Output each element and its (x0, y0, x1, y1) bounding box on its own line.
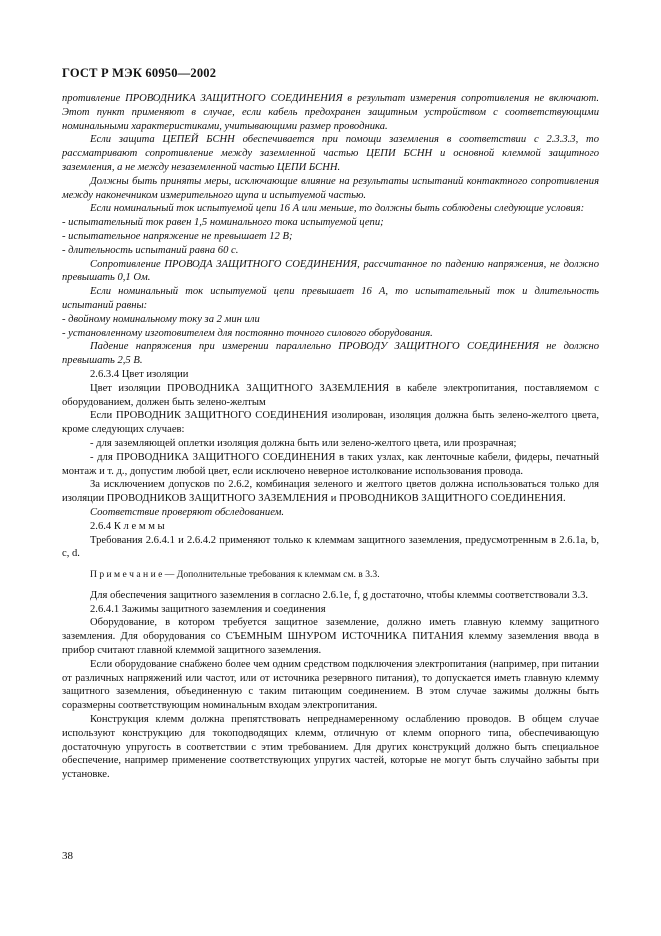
paragraph: - установленному изготовителем для постоянно точного силового оборудования. (62, 327, 433, 339)
paragraph: Оборудование, в котором требуется защитное заземление, должно иметь главную клемму защитного заземления. Для оборудования со СЪЕМНЫМ ШНУРОМ ИСТОЧНИКА ПИТАНИЯ клемму заземления ввода в прибор считают главной клеммой защитного заземления. (62, 617, 599, 657)
paragraph: Требования 2.6.4.1 и 2.6.4.2 применяют только к клеммам защитного заземления, предусмотренным в 2.6.1a, b, c, d. (62, 534, 599, 560)
document-header: ГОСТ Р МЭК 60950—2002 (62, 66, 217, 80)
paragraph: - для ПРОВОДНИКА ЗАЩИТНОГО СОЕДИНЕНИЯ в таких узлах, как ленточные кабели, фидеры, печатный монтаж и т. д., допустим любой цвет, если исключено неверное истолкование использования провода. (62, 451, 599, 477)
paragraph: Падение напряжения при измерении параллельно ПРОВОДУ ЗАЩИТНОГО СОЕДИНЕНИЯ не должно превышать 2,5 В. (62, 341, 599, 367)
paragraph: Если номинальный ток испытуемой цепи 16 А или меньше, то должны быть соблюдены следующие условия: (90, 203, 585, 215)
paragraph: За исключением допусков по 2.6.2, комбинация зеленого и желтого цветов должна использоваться только для изоляции ПРОВОДНИКОВ ЗАЩИТНОГО ЗАЗЕМЛЕНИЯ и ПРОВОДНИКОВ ЗАЩИТНОГО СОЕДИНЕНИЯ. (62, 479, 599, 505)
page-body (62, 92, 599, 782)
paragraph: Конструкция клемм должна препятствовать непреднамеренному ослаблению проводов. В общем случае используют конструкцию для токоподводящих клемм, отличную от клемм опорного типа, обеспечивающую достаточную упругость в соответствии с этим требованием. Для других конструкций должно быть специальное обеспечение, например применение соответствующих упругих частей, которые не могут быть случайно забыты при установке. (62, 714, 599, 781)
page-number: 38 (62, 850, 73, 862)
paragraph: - длительность испытаний равна 60 с. (62, 244, 239, 256)
paragraph: противление ПРОВОДНИКА ЗАЩИТНОГО СОЕДИНЕНИЯ в результат измерения сопротивления не включают. Этот пункт применяют в случае, если кабель предохранен защитным устройством с соответствующими номинальными характеристиками, учитывающими размер проводника. (62, 93, 599, 132)
paragraph: Для обеспечения защитного заземления в согласно 2.6.1e, f, g достаточно, чтобы клеммы соответствовали 3.3. (90, 589, 589, 601)
paragraph: - испытательное напряжение не превышает 12 В; (62, 230, 293, 242)
paragraph: Если номинальный ток испытуемой цепи превышает 16 А, то испытательный ток и длительность испытаний равны: (62, 286, 599, 311)
paragraph: - испытательный ток равен 1,5 номинального тока испытуемой цепи; (62, 217, 384, 229)
paragraph: Сопротивление ПРОВОДА ЗАЩИТНОГО СОЕДИНЕНИЯ, рассчитанное по падению напряжения, не должно превышать 0,1 Ом. (62, 258, 599, 284)
paragraph: Если оборудование снабжено более чем одним средством подключения электропитания (например, при питании от различных напряжений или частот, или от источника резервного питания), то допускается иметь главную клемму защитного заземления, объединенную с таким питающим соединением. В этом случае зажимы должны быть соразмерны соответствующим номинальным входам электропитания. (62, 658, 599, 712)
paragraph: Должны быть приняты меры, исключающие влияние на результаты испытаний контактного сопротивления между наконечником измерительного щупа и испытуемой частью. (62, 175, 599, 201)
paragraph: Соответствие проверяют обследованием. (90, 506, 285, 518)
paragraph: 2.6.3.4 Цвет изоляции (90, 368, 189, 380)
paragraph: - двойному номинальному току за 2 мин или (62, 313, 260, 325)
paragraph: 2.6.4 К л е м м ы (90, 520, 165, 532)
paragraph: - для заземляющей оплетки изоляция должна быть или зелено-желтого цвета, или прозрачная; (90, 437, 517, 449)
paragraph: Цвет изоляции ПРОВОДНИКА ЗАЩИТНОГО ЗАЗЕМЛЕНИЯ в кабеле электропитания, поставляемом с оборудованием, должен быть зелено-желтым (62, 382, 599, 408)
paragraph: Если ПРОВОДНИК ЗАЩИТНОГО СОЕДИНЕНИЯ изолирован, изоляция должна быть зелено-желтого цвета, кроме следующих случаев: (62, 410, 599, 436)
paragraph: Если защита ЦЕПЕЙ БСНН обеспечивается при помощи заземления в соответствии с 2.3.3.3, то рассматривают сопротивление между заземленной частью ЦЕПИ БСНН и основной клеммой защитного заземления, а не между незаземленной частью ЦЕПИ БСНН. (62, 134, 599, 173)
paragraph: П р и м е ч а н и е — Дополнительные требования к клеммам см. в 3.3. (90, 569, 380, 581)
paragraph: 2.6.4.1 Зажимы защитного заземления и соединения (90, 603, 326, 615)
